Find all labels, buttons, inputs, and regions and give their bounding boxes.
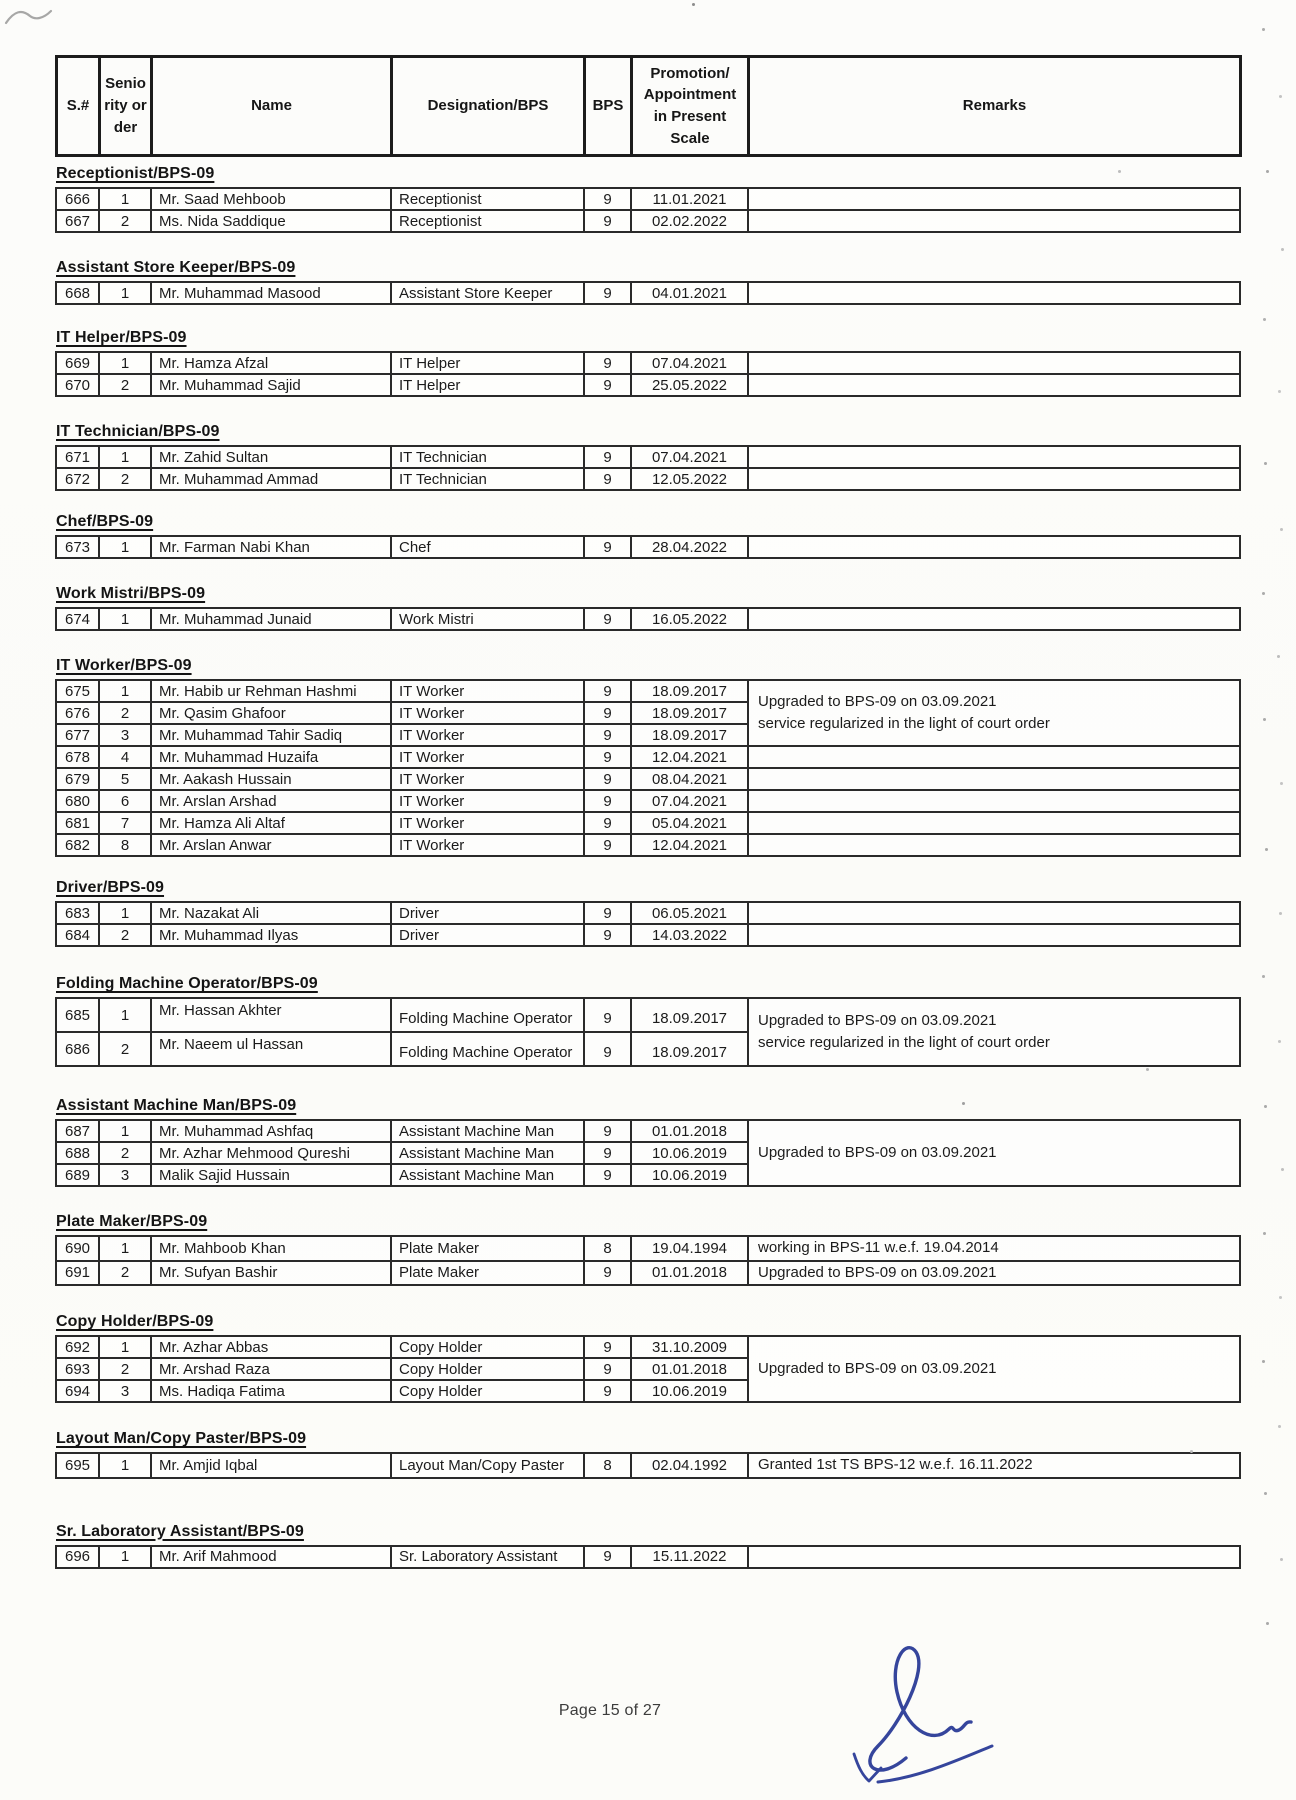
- table-row: [56, 1261, 1240, 1286]
- cell-promotion-date: 02.04.1992: [631, 1453, 748, 1478]
- cell-bps: 9: [584, 1120, 631, 1142]
- section: [55, 165, 1239, 233]
- section: [55, 975, 1239, 1067]
- cell-remarks: working in BPS-11 w.e.f. 19.04.2014: [748, 1236, 1240, 1261]
- cell-bps: 9: [584, 724, 631, 746]
- cell-name: Mr. Mahboob Khan: [151, 1236, 391, 1261]
- cell-bps: 9: [584, 746, 631, 768]
- cell-promotion-date: 25.05.2022: [631, 374, 748, 396]
- section-table: [55, 1545, 1241, 1569]
- cell-designation: Folding Machine Operator: [391, 1032, 584, 1066]
- table-row: [56, 374, 1240, 396]
- cell-promotion-date: 08.04.2021: [631, 768, 748, 790]
- cell-bps: 9: [584, 1164, 631, 1186]
- col-header-sno: S.#: [57, 57, 100, 156]
- cell-serial-number: 677: [56, 724, 99, 746]
- cell-designation: IT Worker: [391, 768, 584, 790]
- section-table: [55, 445, 1241, 491]
- cell-designation: IT Helper: [391, 374, 584, 396]
- cell-serial-number: 686: [56, 1032, 99, 1066]
- section: [55, 329, 1239, 397]
- cell-designation: Receptionist: [391, 210, 584, 232]
- cell-designation: IT Worker: [391, 702, 584, 724]
- cell-remarks: [748, 352, 1240, 374]
- cell-seniority-order: 2: [99, 1358, 151, 1380]
- cell-serial-number: 693: [56, 1358, 99, 1380]
- cell-designation: Plate Maker: [391, 1236, 584, 1261]
- section-table: [55, 901, 1241, 947]
- table-content: [55, 55, 1239, 1569]
- column-header-table: [55, 55, 1242, 157]
- cell-serial-number: 670: [56, 374, 99, 396]
- cell-name: Mr. Arif Mahmood: [151, 1546, 391, 1568]
- cell-promotion-date: 31.10.2009: [631, 1336, 748, 1358]
- table-row: [56, 1236, 1240, 1261]
- cell-designation: Copy Holder: [391, 1358, 584, 1380]
- cell-name: Mr. Hassan Akhter: [151, 998, 391, 1032]
- cell-bps: 9: [584, 352, 631, 374]
- cell-designation: Folding Machine Operator: [391, 998, 584, 1032]
- cell-bps: 9: [584, 1261, 631, 1286]
- table-row: [56, 1453, 1240, 1478]
- cell-remarks: [748, 1546, 1240, 1568]
- cell-serial-number: 669: [56, 352, 99, 374]
- header-row: [57, 57, 1241, 156]
- cell-serial-number: 666: [56, 188, 99, 210]
- cell-name: Mr. Muhammad Huzaifa: [151, 746, 391, 768]
- cell-seniority-order: 1: [99, 902, 151, 924]
- cell-seniority-order: 2: [99, 374, 151, 396]
- cell-designation: Copy Holder: [391, 1380, 584, 1402]
- cell-designation: IT Worker: [391, 746, 584, 768]
- cell-promotion-date: 19.04.1994: [631, 1236, 748, 1261]
- cell-seniority-order: 3: [99, 724, 151, 746]
- remark-line: service regularized in the light of court order: [758, 1034, 1050, 1051]
- scan-noise: [0, 0, 3, 3]
- cell-bps: 9: [584, 282, 631, 304]
- section-heading: Receptionist/BPS-09: [56, 165, 215, 182]
- cell-seniority-order: 2: [99, 468, 151, 490]
- table-row: [56, 446, 1240, 468]
- cell-bps: 9: [584, 210, 631, 232]
- cell-name: Mr. Azhar Mehmood Qureshi: [151, 1142, 391, 1164]
- cell-designation: IT Worker: [391, 724, 584, 746]
- section-heading: Layout Man/Copy Paster/BPS-09: [56, 1430, 307, 1447]
- cell-designation: Assistant Machine Man: [391, 1120, 584, 1142]
- cell-bps: 9: [584, 790, 631, 812]
- cell-promotion-date: 28.04.2022: [631, 536, 748, 558]
- table-row: [56, 352, 1240, 374]
- cell-seniority-order: 1: [99, 188, 151, 210]
- cell-seniority-order: 1: [99, 1236, 151, 1261]
- cell-promotion-date: 05.04.2021: [631, 812, 748, 834]
- section-heading: Driver/BPS-09: [56, 879, 165, 896]
- cell-designation: Work Mistri: [391, 608, 584, 630]
- cell-remarks: [748, 790, 1240, 812]
- cell-designation: Assistant Machine Man: [391, 1142, 584, 1164]
- section-table: [55, 1235, 1241, 1286]
- table-row: [56, 608, 1240, 630]
- cell-serial-number: 671: [56, 446, 99, 468]
- col-header-promotion: Promotion/ Appointment in Present Scale: [632, 57, 749, 156]
- cell-promotion-date: 02.02.2022: [631, 210, 748, 232]
- cell-seniority-order: 1: [99, 1336, 151, 1358]
- section-table: [55, 351, 1241, 397]
- cell-remarks: [748, 374, 1240, 396]
- cell-seniority-order: 1: [99, 608, 151, 630]
- cell-name: Mr. Muhammad Masood: [151, 282, 391, 304]
- cell-designation: IT Technician: [391, 446, 584, 468]
- cell-promotion-date: 10.06.2019: [631, 1142, 748, 1164]
- cell-serial-number: 685: [56, 998, 99, 1032]
- cell-bps: 9: [584, 1336, 631, 1358]
- cell-name: Mr. Aakash Hussain: [151, 768, 391, 790]
- cell-bps: 9: [584, 702, 631, 724]
- cell-seniority-order: 1: [99, 1453, 151, 1478]
- section: [55, 259, 1239, 305]
- cell-seniority-order: 2: [99, 924, 151, 946]
- section: [55, 585, 1239, 631]
- col-header-name: Name: [152, 57, 392, 156]
- section-heading: Plate Maker/BPS-09: [56, 1213, 208, 1230]
- cell-designation: Sr. Laboratory Assistant: [391, 1546, 584, 1568]
- cell-remarks: [748, 924, 1240, 946]
- cell-remarks: [748, 608, 1240, 630]
- remark-line: Upgraded to BPS-09 on 03.09.2021: [758, 1011, 997, 1029]
- cell-bps: 8: [584, 1236, 631, 1261]
- cell-serial-number: 673: [56, 536, 99, 558]
- cell-seniority-order: 3: [99, 1164, 151, 1186]
- cell-serial-number: 678: [56, 746, 99, 768]
- cell-promotion-date: 07.04.2021: [631, 446, 748, 468]
- table-row: [56, 746, 1240, 768]
- cell-promotion-date: 10.06.2019: [631, 1164, 748, 1186]
- cell-promotion-date: 18.09.2017: [631, 680, 748, 702]
- cell-bps: 9: [584, 902, 631, 924]
- table-row: [56, 1120, 1240, 1142]
- cell-seniority-order: 1: [99, 1546, 151, 1568]
- cell-name: Mr. Muhammad Junaid: [151, 608, 391, 630]
- cell-bps: 9: [584, 1358, 631, 1380]
- cell-seniority-order: 2: [99, 1261, 151, 1286]
- cell-designation: Chef: [391, 536, 584, 558]
- cell-seniority-order: 1: [99, 998, 151, 1032]
- table-row: [56, 998, 1240, 1032]
- cell-designation: Receptionist: [391, 188, 584, 210]
- section: [55, 1213, 1239, 1286]
- cell-name: Mr. Arslan Anwar: [151, 834, 391, 856]
- cell-remarks: [748, 746, 1240, 768]
- table-row: [56, 210, 1240, 232]
- cell-serial-number: 679: [56, 768, 99, 790]
- table-row: [56, 834, 1240, 856]
- section-heading: IT Technician/BPS-09: [56, 423, 220, 440]
- cell-remarks: [748, 210, 1240, 232]
- section: [55, 657, 1239, 857]
- cell-designation: Assistant Machine Man: [391, 1164, 584, 1186]
- cell-promotion-date: 11.01.2021: [631, 188, 748, 210]
- cell-bps: 9: [584, 188, 631, 210]
- cell-promotion-date: 01.01.2018: [631, 1120, 748, 1142]
- cell-promotion-date: 10.06.2019: [631, 1380, 748, 1402]
- section-heading: IT Worker/BPS-09: [56, 657, 192, 674]
- remark-line: Upgraded to BPS-09 on 03.09.2021: [758, 1143, 997, 1161]
- cell-designation: Layout Man/Copy Paster: [391, 1453, 584, 1478]
- cell-designation: Driver: [391, 924, 584, 946]
- section-heading: Folding Machine Operator/BPS-09: [56, 975, 318, 992]
- cell-remarks: [748, 834, 1240, 856]
- cell-seniority-order: 1: [99, 282, 151, 304]
- cell-remarks: [748, 1336, 1240, 1402]
- table-row: [56, 902, 1240, 924]
- cell-remarks: [748, 998, 1240, 1066]
- section-table: [55, 1452, 1241, 1479]
- cell-seniority-order: 6: [99, 790, 151, 812]
- cell-serial-number: 689: [56, 1164, 99, 1186]
- cell-remarks: [748, 282, 1240, 304]
- cell-promotion-date: 04.01.2021: [631, 282, 748, 304]
- cell-promotion-date: 01.01.2018: [631, 1261, 748, 1286]
- cell-seniority-order: 5: [99, 768, 151, 790]
- cell-designation: IT Worker: [391, 790, 584, 812]
- cell-remarks: [748, 768, 1240, 790]
- cell-remarks: [748, 446, 1240, 468]
- cell-bps: 9: [584, 1546, 631, 1568]
- remark-line: service regularized in the light of court order: [758, 715, 1050, 732]
- section-table: [55, 187, 1241, 233]
- section: [55, 513, 1239, 559]
- cell-designation: IT Helper: [391, 352, 584, 374]
- section: [55, 1313, 1239, 1403]
- cell-promotion-date: 14.03.2022: [631, 924, 748, 946]
- section: [55, 1430, 1239, 1479]
- cell-bps: 9: [584, 998, 631, 1032]
- cell-bps: 9: [584, 1142, 631, 1164]
- cell-seniority-order: 1: [99, 352, 151, 374]
- cell-name: Mr. Azhar Abbas: [151, 1336, 391, 1358]
- cell-name: Mr. Muhammad Ammad: [151, 468, 391, 490]
- section-heading: Sr. Laboratory Assistant/BPS-09: [56, 1522, 304, 1540]
- cell-designation: Copy Holder: [391, 1336, 584, 1358]
- cell-name: Malik Sajid Hussain: [151, 1164, 391, 1186]
- cell-bps: 9: [584, 608, 631, 630]
- table-row: [56, 1546, 1240, 1568]
- cell-seniority-order: 2: [99, 210, 151, 232]
- cell-name: Ms. Nida Saddique: [151, 210, 391, 232]
- cell-promotion-date: 16.05.2022: [631, 608, 748, 630]
- cell-designation: Assistant Store Keeper: [391, 282, 584, 304]
- cell-remarks: [748, 188, 1240, 210]
- cell-bps: 9: [584, 536, 631, 558]
- cell-remarks: [748, 902, 1240, 924]
- cell-seniority-order: 2: [99, 1142, 151, 1164]
- cell-serial-number: 667: [56, 210, 99, 232]
- pen-scribble-icon: [4, 6, 54, 32]
- cell-name: Mr. Sufyan Bashir: [151, 1261, 391, 1286]
- cell-bps: 9: [584, 1380, 631, 1402]
- cell-name: Mr. Muhammad Tahir Sadiq: [151, 724, 391, 746]
- cell-serial-number: 675: [56, 680, 99, 702]
- cell-name: Mr. Amjid Iqbal: [151, 1453, 391, 1478]
- cell-name: Mr. Zahid Sultan: [151, 446, 391, 468]
- table-row: [56, 768, 1240, 790]
- cell-promotion-date: 12.04.2021: [631, 746, 748, 768]
- cell-promotion-date: 01.01.2018: [631, 1358, 748, 1380]
- cell-serial-number: 690: [56, 1236, 99, 1261]
- cell-promotion-date: 12.05.2022: [631, 468, 748, 490]
- cell-remarks: [748, 812, 1240, 834]
- section-heading: Work Mistri/BPS-09: [56, 585, 206, 602]
- remark-line: Upgraded to BPS-09 on 03.09.2021: [758, 692, 997, 710]
- table-row: [56, 468, 1240, 490]
- cell-bps: 9: [584, 924, 631, 946]
- cell-promotion-date: 18.09.2017: [631, 702, 748, 724]
- cell-promotion-date: 15.11.2022: [631, 1546, 748, 1568]
- cell-name: Mr. Nazakat Ali: [151, 902, 391, 924]
- table-row: [56, 680, 1240, 702]
- cell-name: Ms. Hadiqa Fatima: [151, 1380, 391, 1402]
- cell-designation: Driver: [391, 902, 584, 924]
- cell-serial-number: 688: [56, 1142, 99, 1164]
- cell-promotion-date: 07.04.2021: [631, 790, 748, 812]
- cell-serial-number: 682: [56, 834, 99, 856]
- cell-bps: 9: [584, 834, 631, 856]
- cell-remarks: Upgraded to BPS-09 on 03.09.2021: [748, 1261, 1240, 1286]
- cell-seniority-order: 1: [99, 680, 151, 702]
- section-heading: Assistant Machine Man/BPS-09: [56, 1097, 297, 1114]
- section: [55, 879, 1239, 947]
- cell-bps: 8: [584, 1453, 631, 1478]
- cell-name: Mr. Habib ur Rehman Hashmi: [151, 680, 391, 702]
- table-row: [56, 536, 1240, 558]
- cell-bps: 9: [584, 468, 631, 490]
- cell-bps: 9: [584, 446, 631, 468]
- cell-seniority-order: 1: [99, 1120, 151, 1142]
- cell-serial-number: 692: [56, 1336, 99, 1358]
- cell-seniority-order: 2: [99, 1032, 151, 1066]
- cell-serial-number: 687: [56, 1120, 99, 1142]
- cell-name: Mr. Farman Nabi Khan: [151, 536, 391, 558]
- cell-promotion-date: 12.04.2021: [631, 834, 748, 856]
- cell-seniority-order: 1: [99, 446, 151, 468]
- section-heading: Chef/BPS-09: [56, 513, 154, 530]
- table-row: [56, 812, 1240, 834]
- cell-serial-number: 694: [56, 1380, 99, 1402]
- cell-name: Mr. Naeem ul Hassan: [151, 1032, 391, 1066]
- cell-serial-number: 680: [56, 790, 99, 812]
- cell-remarks: [748, 536, 1240, 558]
- col-header-seniority-order: Seniority order: [100, 57, 152, 156]
- col-header-designation: Designation/BPS: [392, 57, 585, 156]
- section: [55, 1097, 1239, 1187]
- cell-bps: 9: [584, 812, 631, 834]
- section-heading: Copy Holder/BPS-09: [56, 1313, 214, 1330]
- table-row: [56, 282, 1240, 304]
- cell-serial-number: 695: [56, 1453, 99, 1478]
- signature-ink-icon: [842, 1636, 1002, 1796]
- cell-seniority-order: 4: [99, 746, 151, 768]
- cell-designation: IT Technician: [391, 468, 584, 490]
- section-heading: Assistant Store Keeper/BPS-09: [56, 259, 296, 276]
- cell-name: Mr. Hamza Afzal: [151, 352, 391, 374]
- section-table: [55, 679, 1241, 857]
- cell-name: Mr. Qasim Ghafoor: [151, 702, 391, 724]
- cell-name: Mr. Hamza Ali Altaf: [151, 812, 391, 834]
- cell-promotion-date: 18.09.2017: [631, 724, 748, 746]
- cell-seniority-order: 2: [99, 702, 151, 724]
- section-table: [55, 1335, 1241, 1403]
- cell-designation: Plate Maker: [391, 1261, 584, 1286]
- cell-serial-number: 672: [56, 468, 99, 490]
- cell-serial-number: 681: [56, 812, 99, 834]
- cell-bps: 9: [584, 768, 631, 790]
- cell-name: Mr. Arslan Arshad: [151, 790, 391, 812]
- cell-serial-number: 683: [56, 902, 99, 924]
- cell-seniority-order: 1: [99, 536, 151, 558]
- sections-container: [55, 165, 1239, 1569]
- cell-serial-number: 696: [56, 1546, 99, 1568]
- section-table: [55, 607, 1241, 631]
- section: [55, 423, 1239, 491]
- cell-designation: IT Worker: [391, 680, 584, 702]
- cell-seniority-order: 7: [99, 812, 151, 834]
- page-number: Page 15 of 27: [558, 1702, 662, 1719]
- cell-designation: IT Worker: [391, 834, 584, 856]
- col-header-bps: BPS: [585, 57, 632, 156]
- section-table: [55, 1119, 1241, 1187]
- cell-seniority-order: 3: [99, 1380, 151, 1402]
- cell-serial-number: 684: [56, 924, 99, 946]
- cell-name: Mr. Muhammad Ilyas: [151, 924, 391, 946]
- cell-bps: 9: [584, 680, 631, 702]
- table-row: [56, 1336, 1240, 1358]
- cell-bps: 9: [584, 1032, 631, 1066]
- col-header-remarks: Remarks: [749, 57, 1241, 156]
- table-row: [56, 188, 1240, 210]
- cell-remarks: Granted 1st TS BPS-12 w.e.f. 16.11.2022: [748, 1453, 1240, 1478]
- section-table: [55, 997, 1241, 1067]
- cell-serial-number: 691: [56, 1261, 99, 1286]
- cell-name: Mr. Saad Mehboob: [151, 188, 391, 210]
- section-heading: IT Helper/BPS-09: [56, 329, 187, 346]
- cell-bps: 9: [584, 374, 631, 396]
- cell-serial-number: 674: [56, 608, 99, 630]
- cell-promotion-date: 18.09.2017: [631, 998, 748, 1032]
- remark-line: Upgraded to BPS-09 on 03.09.2021: [758, 1359, 997, 1377]
- cell-name: Mr. Muhammad Ashfaq: [151, 1120, 391, 1142]
- cell-serial-number: 668: [56, 282, 99, 304]
- cell-seniority-order: 8: [99, 834, 151, 856]
- cell-promotion-date: 18.09.2017: [631, 1032, 748, 1066]
- cell-designation: IT Worker: [391, 812, 584, 834]
- table-row: [56, 790, 1240, 812]
- cell-serial-number: 676: [56, 702, 99, 724]
- cell-remarks: [748, 680, 1240, 746]
- section-table: [55, 281, 1241, 305]
- cell-remarks: [748, 468, 1240, 490]
- cell-promotion-date: 07.04.2021: [631, 352, 748, 374]
- section-table: [55, 535, 1241, 559]
- table-row: [56, 924, 1240, 946]
- cell-remarks: [748, 1120, 1240, 1186]
- cell-name: Mr. Muhammad Sajid: [151, 374, 391, 396]
- cell-promotion-date: 06.05.2021: [631, 902, 748, 924]
- section: [55, 1523, 1239, 1569]
- cell-name: Mr. Arshad Raza: [151, 1358, 391, 1380]
